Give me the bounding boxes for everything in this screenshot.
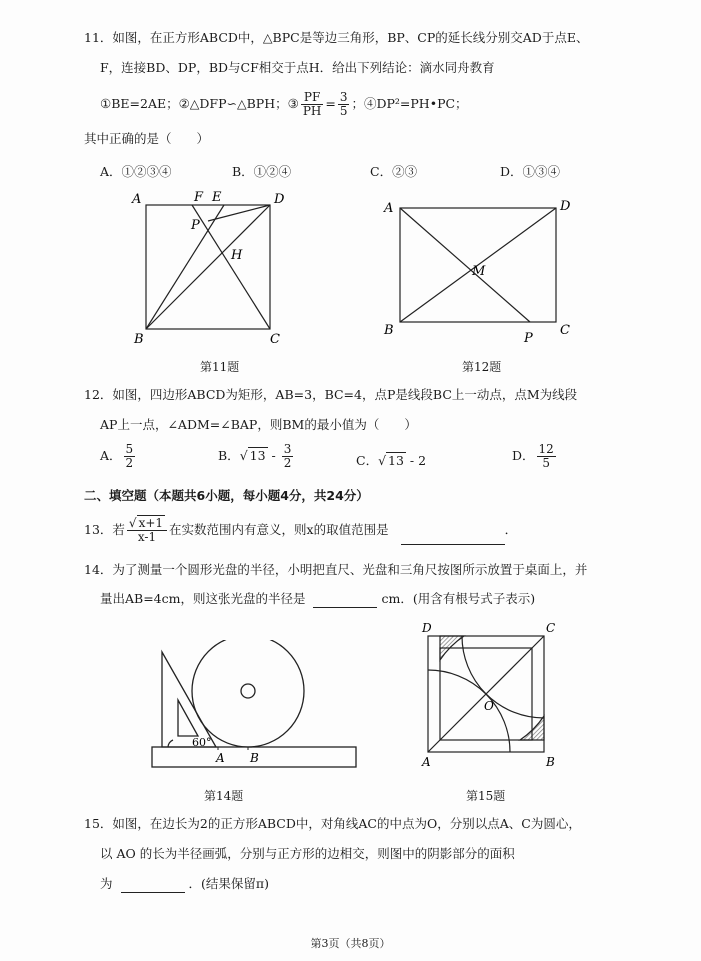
- fig14-label-a: A: [216, 751, 225, 765]
- q12-b-radicand: 13: [249, 448, 266, 463]
- q13-denominator: x-1: [137, 530, 157, 544]
- q11-option-a[interactable]: A．①②③④: [100, 164, 172, 179]
- q11-line2: F，连接BD、DP，BD与CF相交于点H．给出下列结论：滴水同舟教育: [100, 60, 495, 75]
- figure-12: [380, 192, 580, 352]
- q11-frac-num: PF: [301, 91, 324, 105]
- figure-14: [146, 640, 366, 780]
- q12-option-b-fraction: [282, 443, 294, 470]
- q12-d-num: 12: [538, 442, 554, 456]
- q12-c-radicand: 13: [388, 453, 404, 468]
- fig11-label-h: H: [231, 248, 243, 263]
- fig12-label-a: A: [384, 201, 394, 216]
- q11-conclusion-4: ；④DP²=PH•PC；: [351, 96, 468, 111]
- q13-numerator: √ x+1: [127, 517, 167, 531]
- q11-frac-eq: =: [325, 96, 336, 111]
- fig15-caption: 第15题: [466, 789, 506, 803]
- q12-option-d[interactable]: [512, 443, 558, 470]
- fig11-label-b: B: [134, 332, 144, 345]
- q12-d-den: 5: [542, 456, 550, 470]
- fig12-label-c: C: [560, 323, 570, 338]
- fig11-label-a: A: [132, 192, 142, 207]
- q15-answer-blank[interactable]: [121, 892, 185, 893]
- fig12-caption: 第12题: [462, 360, 502, 374]
- q14-line2-tail: cm．(用含有根号式子表示): [381, 591, 536, 606]
- fig14-caption: 第14题: [204, 789, 244, 803]
- q13-fraction: [127, 517, 167, 544]
- q14-line1: 14．为了测量一个圆形光盘的半径，小明把直尺、光盘和三角尺按图所示放置于桌面上，并: [84, 562, 588, 577]
- q12-line2: AP上一点，∠ADM=∠BAP，则BM的最小值为（ ）: [100, 417, 417, 432]
- q11-option-d[interactable]: D．①③④: [500, 164, 561, 179]
- q15-line3-text: 为: [100, 876, 113, 891]
- q11-conclusions: [100, 90, 468, 118]
- q12-option-a-fraction: [124, 443, 136, 470]
- fig11-label-c: C: [270, 332, 280, 345]
- q13-answer-blank[interactable]: [401, 544, 505, 545]
- q12-b-num: 3: [283, 442, 292, 456]
- q12-option-d-label: D．: [512, 448, 535, 463]
- fig11-caption: 第11题: [200, 360, 240, 374]
- q12-b-minus: -: [267, 448, 280, 463]
- fig15-label-d: D: [422, 621, 432, 635]
- fig14-angle: 60°: [192, 736, 212, 749]
- q13-line: [84, 515, 517, 545]
- q12-line1: 12．如图，四边形ABCD为矩形，AB=3，BC=4，点P是线段BC上一动点，点M为线段: [84, 387, 578, 402]
- q12-b-radical: √ 13: [239, 448, 266, 463]
- q14-answer-blank[interactable]: [313, 607, 377, 608]
- q11-line1: 11．如图，在正方形ABCD中，△BPC是等边三角形，BP、CP的延长线分别交AD于点E、: [84, 30, 589, 45]
- q13-radicand: x+1: [138, 516, 164, 530]
- q12-option-b-label: B．: [218, 448, 240, 463]
- fig12-label-b: B: [384, 323, 394, 338]
- fig11-label-p: P: [191, 218, 200, 233]
- fig11-label-f: F: [194, 190, 204, 205]
- q15-line1: 15．如图，在边长为2的正方形ABCD中，对角线AC的中点为O，分别以点A、C为圆心，: [84, 816, 581, 831]
- q15-line3-tail: ．(结果保留π): [188, 876, 269, 891]
- fig11-label-d: D: [274, 192, 285, 207]
- q15-line3: [100, 875, 269, 893]
- fig12-label-p: P: [524, 331, 533, 346]
- q11-conclusion-1-2-3: ①BE=2AE；②△DFP∽△BPH；③: [100, 96, 299, 111]
- figure-11: [130, 185, 290, 345]
- figure-15: [418, 616, 568, 776]
- q12-a-num: 5: [125, 442, 134, 456]
- q11-fraction-pf-ph: [301, 91, 324, 118]
- section-2-title: 二、填空题（本题共6小题，每小题4分，共24分）: [84, 488, 369, 503]
- q12-a-den: 2: [125, 456, 134, 470]
- q12-option-d-fraction: [537, 443, 556, 470]
- q13-prefix: 13．若: [84, 522, 125, 537]
- q11-option-c[interactable]: C．②③: [370, 164, 418, 179]
- q12-c-radical: √ 13: [378, 453, 404, 468]
- q11-frac-den: PH: [302, 104, 322, 118]
- q12-option-c-label: C．: [356, 453, 379, 468]
- fig15-label-o: O: [484, 699, 494, 713]
- q12-c-tail: - 2: [405, 453, 427, 468]
- fig15-label-a: A: [422, 755, 431, 769]
- q13-end: ．: [504, 522, 518, 537]
- q14-line2: [100, 590, 535, 608]
- q11-option-b[interactable]: B．①②④: [232, 164, 292, 179]
- q11-question: 其中正确的是（ ）: [84, 131, 210, 146]
- q11-frac2-num: 3: [339, 90, 348, 104]
- fig12-label-m: M: [472, 264, 486, 279]
- q12-b-den: 2: [283, 456, 292, 470]
- q12-option-a[interactable]: [100, 443, 137, 470]
- fig11-label-e: E: [212, 190, 222, 205]
- fig15-label-c: C: [546, 621, 556, 635]
- q12-option-b[interactable]: [218, 443, 295, 470]
- fig14-label-b: B: [250, 751, 259, 765]
- q12-option-a-label: A．: [100, 448, 122, 463]
- q14-line2-text: 量出AB=4cm，则这张光盘的半径是: [100, 591, 306, 606]
- page-footer: 第3页（共8页）: [310, 937, 391, 950]
- q15-line2: 以 AO 的长为半径画弧，分别与正方形的边相交，则图中的阴影部分的面积: [100, 846, 515, 861]
- fig15-label-b: B: [546, 755, 555, 769]
- q12-option-c[interactable]: [356, 451, 426, 469]
- q13-body: 在实数范围内有意义，则x的取值范围是: [169, 522, 389, 537]
- fig12-label-d: D: [560, 199, 571, 214]
- q11-fraction-3-5: [338, 91, 350, 118]
- q11-frac2-den: 5: [339, 104, 348, 118]
